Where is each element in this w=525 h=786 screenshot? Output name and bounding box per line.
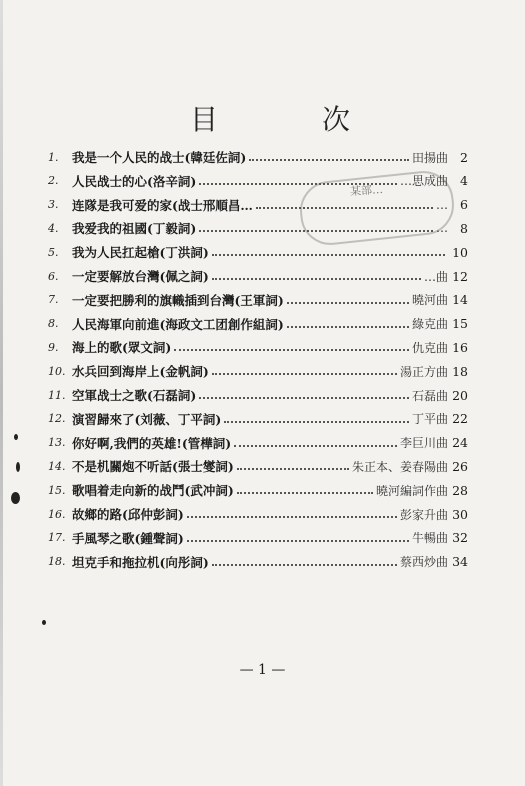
- toc-entry: [48, 432, 468, 454]
- entry-number: 5.: [48, 245, 59, 259]
- dot-leader: [249, 147, 409, 161]
- entry-page-number: 12: [452, 268, 468, 284]
- heading-char-2: 次: [321, 103, 350, 136]
- toc-entry: [48, 360, 468, 382]
- entry-number: 18.: [48, 555, 66, 569]
- entry-composer: 李巨川曲: [399, 436, 448, 451]
- toc-entry: [48, 217, 468, 239]
- toc-entry: [48, 194, 468, 216]
- entry-title: 手風琴之歌(鍾聲詞): [72, 530, 184, 546]
- entry-number: 13.: [48, 436, 66, 450]
- toc-entry: [48, 265, 468, 287]
- entry-title: 连隊是我可爱的家(战士邢順昌…: [72, 197, 253, 213]
- entry-composer: 曉河曲: [411, 293, 448, 308]
- toc-entry: [48, 313, 468, 335]
- toc-entry: [48, 455, 468, 477]
- entry-page-number: 2: [460, 149, 468, 165]
- heading-char-1: 目: [190, 103, 219, 136]
- dot-leader: [237, 480, 373, 494]
- entry-page-number: 16: [452, 339, 468, 355]
- entry-page-number: 10: [452, 244, 468, 260]
- entry-page-number: 24: [452, 435, 468, 451]
- entry-page-number: 32: [452, 530, 468, 546]
- stamp-text: 某部…: [349, 182, 384, 199]
- dot-leader: [212, 552, 397, 566]
- toc-entry: [48, 241, 468, 263]
- entry-number: 9.: [48, 340, 59, 354]
- entry-title: 空軍战士之歌(石磊詞): [72, 388, 197, 403]
- entry-number: 4.: [48, 221, 59, 235]
- entry-composer: …: [436, 221, 448, 236]
- entry-number: 17.: [48, 531, 66, 545]
- entry-number: 8.: [48, 317, 59, 331]
- entry-number: 11.: [48, 388, 66, 402]
- ink-blot: [11, 492, 20, 504]
- page-folio: — 1 —: [239, 662, 286, 678]
- entry-number: 14.: [48, 459, 66, 473]
- dot-leader: [234, 433, 397, 447]
- entry-number: 15.: [48, 483, 66, 497]
- entry-composer: 曉河編詞作曲: [375, 483, 448, 498]
- entry-number: 7.: [48, 293, 59, 307]
- toc-entry: [48, 146, 468, 168]
- dot-leader: [187, 528, 409, 542]
- dot-leader: [212, 266, 421, 280]
- entry-page-number: 22: [452, 411, 468, 427]
- entry-number: 2.: [48, 174, 59, 188]
- entry-page-number: 8: [460, 220, 468, 236]
- entry-page-number: 18: [452, 363, 468, 379]
- entry-page-number: 26: [452, 458, 468, 474]
- dot-leader: [212, 361, 397, 375]
- entry-title: 人民战士的心(洛辛詞): [72, 173, 197, 189]
- dot-leader: [199, 385, 409, 399]
- entry-page-number: 34: [452, 554, 468, 570]
- entry-number: 10.: [48, 364, 66, 378]
- toc-entry: [48, 170, 468, 192]
- entry-title: 故鄉的路(邱仲彭詞): [72, 507, 184, 522]
- entry-title: 我为人民扛起槍(丁洪詞): [72, 245, 209, 261]
- ink-speck: [14, 434, 18, 440]
- entry-page-number: 30: [452, 506, 468, 522]
- entry-number: 12.: [48, 412, 66, 426]
- toc-entry: [48, 384, 468, 406]
- entry-composer: 彭家升曲: [399, 507, 448, 522]
- ink-speck: [16, 462, 20, 472]
- entry-number: 6.: [48, 269, 59, 283]
- entry-title: 我是一个人民的战士(韓廷佐詞): [72, 150, 247, 165]
- entry-title: 水兵回到海岸上(金帆詞): [72, 364, 209, 380]
- entry-page-number: 28: [452, 482, 468, 498]
- ink-speck: [42, 620, 46, 625]
- entry-title: 演習歸來了(刘薇、丁平詞): [72, 411, 222, 427]
- dot-leader: [199, 218, 433, 232]
- entry-composer: 仇克曲: [411, 340, 448, 355]
- entry-page-number: 20: [452, 387, 468, 403]
- entry-title: 海上的歌(眾文詞): [72, 340, 172, 356]
- dot-leader: [256, 195, 433, 209]
- entry-page-number: 15: [452, 316, 468, 332]
- dot-leader: [287, 314, 409, 328]
- entry-composer: 湯正方曲: [399, 364, 448, 379]
- toc-entry: [48, 408, 468, 430]
- dot-leader: [237, 456, 349, 470]
- entry-composer: 田揚曲: [411, 150, 448, 165]
- entry-composer: 石磊曲: [411, 388, 448, 403]
- entry-title: 歌唱着走向新的战鬥(武冲詞): [72, 483, 234, 499]
- toc-heading: [190, 98, 350, 138]
- entry-composer: 蔡西炒曲: [399, 555, 448, 570]
- entry-composer: …曲: [423, 269, 448, 284]
- entry-page-number: 14: [452, 292, 468, 308]
- dot-leader: [224, 409, 409, 423]
- entry-title: 人民海軍向前進(海政文工团創作組詞): [72, 316, 284, 332]
- entry-number: 3.: [48, 198, 59, 212]
- entry-composer: 朱正本、姜春陽曲: [351, 459, 448, 474]
- entry-title: 坦克手和拖拉机(向彤詞): [72, 554, 209, 570]
- toc-entry: [48, 479, 468, 501]
- dot-leader: [187, 504, 397, 518]
- toc-entry: [48, 551, 468, 573]
- entry-title: 我爱我的祖國(丁毅詞): [72, 221, 197, 237]
- toc-entry: [48, 336, 468, 358]
- toc-entry: [48, 503, 468, 525]
- entry-page-number: 6: [460, 197, 468, 213]
- entry-title: 你好啊,我們的英雄!(管樺詞): [72, 435, 232, 451]
- dot-leader: [174, 337, 409, 351]
- entry-page-number: 4: [460, 173, 468, 189]
- entry-title: 不是机關炮不听話(張士燮詞): [72, 459, 234, 475]
- entry-composer: …思成曲: [399, 174, 448, 189]
- entry-number: 1.: [48, 150, 59, 164]
- dot-leader: [287, 290, 409, 304]
- entry-composer: …: [436, 197, 448, 212]
- toc-entry: [48, 289, 468, 311]
- entry-title: 一定要把勝利的旗幟插到台灣(王軍詞): [72, 292, 284, 308]
- dot-leader: [212, 242, 445, 256]
- entry-composer: 丁平曲: [411, 412, 448, 427]
- entry-title: 一定要解放台灣(佩之詞): [72, 269, 209, 284]
- entry-number: 16.: [48, 507, 66, 521]
- entry-composer: 綠克曲: [411, 317, 448, 332]
- dot-leader: [199, 171, 397, 185]
- entry-composer: 牛暢曲: [411, 531, 448, 546]
- toc-entry: [48, 527, 468, 549]
